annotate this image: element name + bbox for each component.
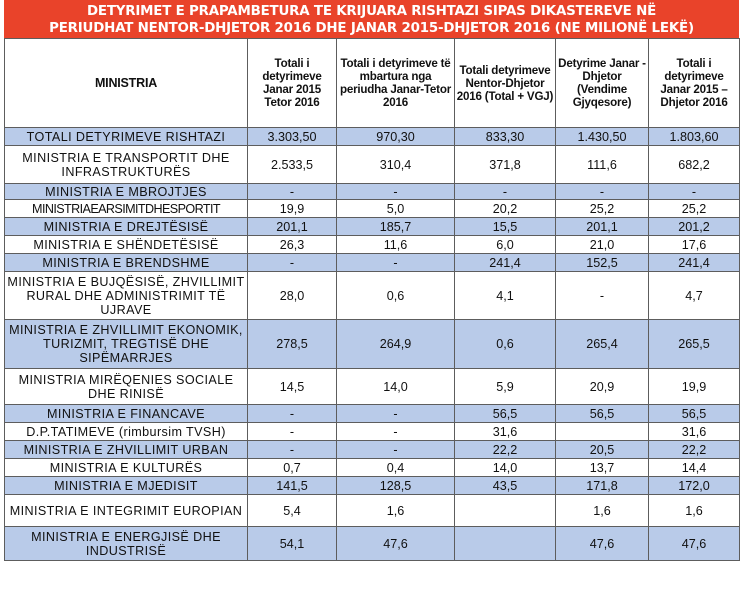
table-row bbox=[5, 236, 740, 254]
table-row bbox=[5, 128, 740, 146]
value-cell: 43,5 bbox=[455, 477, 556, 495]
value-cell: 172,0 bbox=[649, 477, 740, 495]
ministry-name: MINISTRIA E KULTURËS bbox=[5, 459, 248, 477]
value-cell: 22,2 bbox=[455, 441, 556, 459]
ministry-name: MINISTRIAEARSIMITDHESPORTIT bbox=[5, 200, 248, 218]
table-row bbox=[5, 459, 740, 477]
value-cell: 20,2 bbox=[455, 200, 556, 218]
value-cell: 0,6 bbox=[337, 272, 455, 320]
ministry-name: MINISTRIA E TRANSPORTIT DHE INFRASTRUKTURËS bbox=[5, 146, 248, 184]
value-cell: 20,5 bbox=[556, 441, 649, 459]
ministry-name: MINISTRIA E ZHVILLIMIT EKONOMIK, TURIZMIT, TREGTISË DHE SIPËMARRJES bbox=[5, 320, 248, 369]
table-row bbox=[5, 369, 740, 405]
value-cell bbox=[455, 527, 556, 561]
value-cell: - bbox=[649, 184, 740, 200]
value-cell: - bbox=[337, 184, 455, 200]
ministry-name: MINISTRIA E SHËNDETËSISË bbox=[5, 236, 248, 254]
ministry-name: MINISTRIA E FINANCAVE bbox=[5, 405, 248, 423]
value-cell: 3.303,50 bbox=[248, 128, 337, 146]
value-cell: 0,7 bbox=[248, 459, 337, 477]
table-row bbox=[5, 495, 740, 527]
value-cell: 171,8 bbox=[556, 477, 649, 495]
title-line-1: DETYRIMET E PRAPAMBETURA TE KRIJUARA RISHTAZI SIPAS DIKASTEREVE NË bbox=[86, 4, 657, 19]
table-row bbox=[5, 423, 740, 441]
value-cell: 5,0 bbox=[337, 200, 455, 218]
ministry-name: MINISTRIA E DREJTËSISË bbox=[5, 218, 248, 236]
value-cell: 278,5 bbox=[248, 320, 337, 369]
table-row bbox=[5, 477, 740, 495]
value-cell: 26,3 bbox=[248, 236, 337, 254]
table-row bbox=[5, 441, 740, 459]
value-cell: 2.533,5 bbox=[248, 146, 337, 184]
header-court-decisions: Detyrime Janar - Dhjetor (Vendime Gjyqesore) bbox=[556, 39, 649, 128]
ministry-name: MINISTRIA E INTEGRIMIT EUROPIAN bbox=[5, 495, 248, 527]
value-cell: 31,6 bbox=[455, 423, 556, 441]
obligations-table bbox=[4, 38, 740, 561]
value-cell: 1.803,60 bbox=[649, 128, 740, 146]
value-cell: 682,2 bbox=[649, 146, 740, 184]
ministry-name: MINISTRIA E BRENDSHME bbox=[5, 254, 248, 272]
value-cell: 17,6 bbox=[649, 236, 740, 254]
header-carried-over: Totali i detyrimeve të mbartura nga periudha Janar-Tetor 2016 bbox=[337, 39, 455, 128]
value-cell: 833,30 bbox=[455, 128, 556, 146]
value-cell: 47,6 bbox=[337, 527, 455, 561]
value-cell: - bbox=[455, 184, 556, 200]
value-cell: 56,5 bbox=[455, 405, 556, 423]
header-total-jan2015-dec2016: Totali i detyrimeve Janar 2015 – Dhjetor 2016 bbox=[649, 39, 740, 128]
value-cell: - bbox=[337, 405, 455, 423]
value-cell: 1.430,50 bbox=[556, 128, 649, 146]
value-cell: 14,0 bbox=[455, 459, 556, 477]
value-cell: 0,4 bbox=[337, 459, 455, 477]
document bbox=[4, 0, 739, 561]
value-cell: 5,4 bbox=[248, 495, 337, 527]
table-row bbox=[5, 320, 740, 369]
value-cell: 1,6 bbox=[337, 495, 455, 527]
table-row bbox=[5, 272, 740, 320]
value-cell: 5,9 bbox=[455, 369, 556, 405]
value-cell: 264,9 bbox=[337, 320, 455, 369]
value-cell: 1,6 bbox=[649, 495, 740, 527]
ministry-name: MINISTRIA E MJEDISIT bbox=[5, 477, 248, 495]
value-cell bbox=[455, 495, 556, 527]
table-row bbox=[5, 184, 740, 200]
table-row bbox=[5, 200, 740, 218]
value-cell: 31,6 bbox=[649, 423, 740, 441]
value-cell: 970,30 bbox=[337, 128, 455, 146]
value-cell: 54,1 bbox=[248, 527, 337, 561]
value-cell: 201,2 bbox=[649, 218, 740, 236]
value-cell: 14,5 bbox=[248, 369, 337, 405]
value-cell: 185,7 bbox=[337, 218, 455, 236]
value-cell: 201,1 bbox=[248, 218, 337, 236]
ministry-name: D.P.TATIMEVE (rimbursim TVSH) bbox=[5, 423, 248, 441]
value-cell: 13,7 bbox=[556, 459, 649, 477]
value-cell: 201,1 bbox=[556, 218, 649, 236]
value-cell: 19,9 bbox=[649, 369, 740, 405]
value-cell: 152,5 bbox=[556, 254, 649, 272]
value-cell: - bbox=[337, 254, 455, 272]
value-cell: 4,1 bbox=[455, 272, 556, 320]
value-cell: 241,4 bbox=[455, 254, 556, 272]
table-row bbox=[5, 527, 740, 561]
value-cell: - bbox=[337, 441, 455, 459]
value-cell: 371,8 bbox=[455, 146, 556, 184]
value-cell: - bbox=[337, 423, 455, 441]
value-cell: 265,5 bbox=[649, 320, 740, 369]
value-cell: 241,4 bbox=[649, 254, 740, 272]
value-cell: - bbox=[248, 441, 337, 459]
value-cell: 25,2 bbox=[556, 200, 649, 218]
table-row bbox=[5, 218, 740, 236]
value-cell: 11,6 bbox=[337, 236, 455, 254]
value-cell bbox=[556, 423, 649, 441]
ministry-name: MINISTRIA E ZHVILLIMIT URBAN bbox=[5, 441, 248, 459]
value-cell: 1,6 bbox=[556, 495, 649, 527]
value-cell: - bbox=[248, 184, 337, 200]
value-cell: - bbox=[248, 254, 337, 272]
ministry-name: MINISTRIA MIRËQENIES SOCIALE DHE RINISË bbox=[5, 369, 248, 405]
title-line-2: PERIUDHAT NENTOR-DHJETOR 2016 DHE JANAR 2015-DHJETOR 2016 (NE MILIONË LEKË) bbox=[49, 21, 694, 36]
value-cell: 21,0 bbox=[556, 236, 649, 254]
value-cell: - bbox=[248, 405, 337, 423]
value-cell: - bbox=[556, 184, 649, 200]
header-nov-dec-2016: Totali detyrimeve Nentor-Dhjetor 2016 (Total + VGJ) bbox=[455, 39, 556, 128]
value-cell: 265,4 bbox=[556, 320, 649, 369]
value-cell: 56,5 bbox=[556, 405, 649, 423]
value-cell: 28,0 bbox=[248, 272, 337, 320]
value-cell: 0,6 bbox=[455, 320, 556, 369]
value-cell: 56,5 bbox=[649, 405, 740, 423]
value-cell: 47,6 bbox=[649, 527, 740, 561]
table-title bbox=[4, 0, 739, 38]
header-row bbox=[5, 39, 740, 128]
table-row bbox=[5, 146, 740, 184]
table-row bbox=[5, 254, 740, 272]
table-row bbox=[5, 405, 740, 423]
ministry-name: TOTALI DETYRIMEVE RISHTAZI bbox=[5, 128, 248, 146]
value-cell: 14,4 bbox=[649, 459, 740, 477]
value-cell: 128,5 bbox=[337, 477, 455, 495]
value-cell: - bbox=[248, 423, 337, 441]
value-cell: 20,9 bbox=[556, 369, 649, 405]
value-cell: 310,4 bbox=[337, 146, 455, 184]
value-cell: 25,2 bbox=[649, 200, 740, 218]
value-cell: 22,2 bbox=[649, 441, 740, 459]
value-cell: 47,6 bbox=[556, 527, 649, 561]
value-cell: 4,7 bbox=[649, 272, 740, 320]
header-total-jan2015-oct2016: Totali i detyrimeve Janar 2015 Tetor 2016 bbox=[248, 39, 337, 128]
value-cell: 6,0 bbox=[455, 236, 556, 254]
value-cell: 19,9 bbox=[248, 200, 337, 218]
value-cell: - bbox=[556, 272, 649, 320]
header-ministria: MINISTRIA bbox=[5, 39, 248, 128]
ministry-name: MINISTRIA E ENERGJISË DHE INDUSTRISË bbox=[5, 527, 248, 561]
value-cell: 15,5 bbox=[455, 218, 556, 236]
value-cell: 141,5 bbox=[248, 477, 337, 495]
ministry-name: MINISTRIA E MBROJTJES bbox=[5, 184, 248, 200]
value-cell: 111,6 bbox=[556, 146, 649, 184]
value-cell: 14,0 bbox=[337, 369, 455, 405]
ministry-name: MINISTRIA E BUJQËSISË, ZHVILLIMIT RURAL DHE ADMINISTRIMIT TË UJRAVE bbox=[5, 272, 248, 320]
